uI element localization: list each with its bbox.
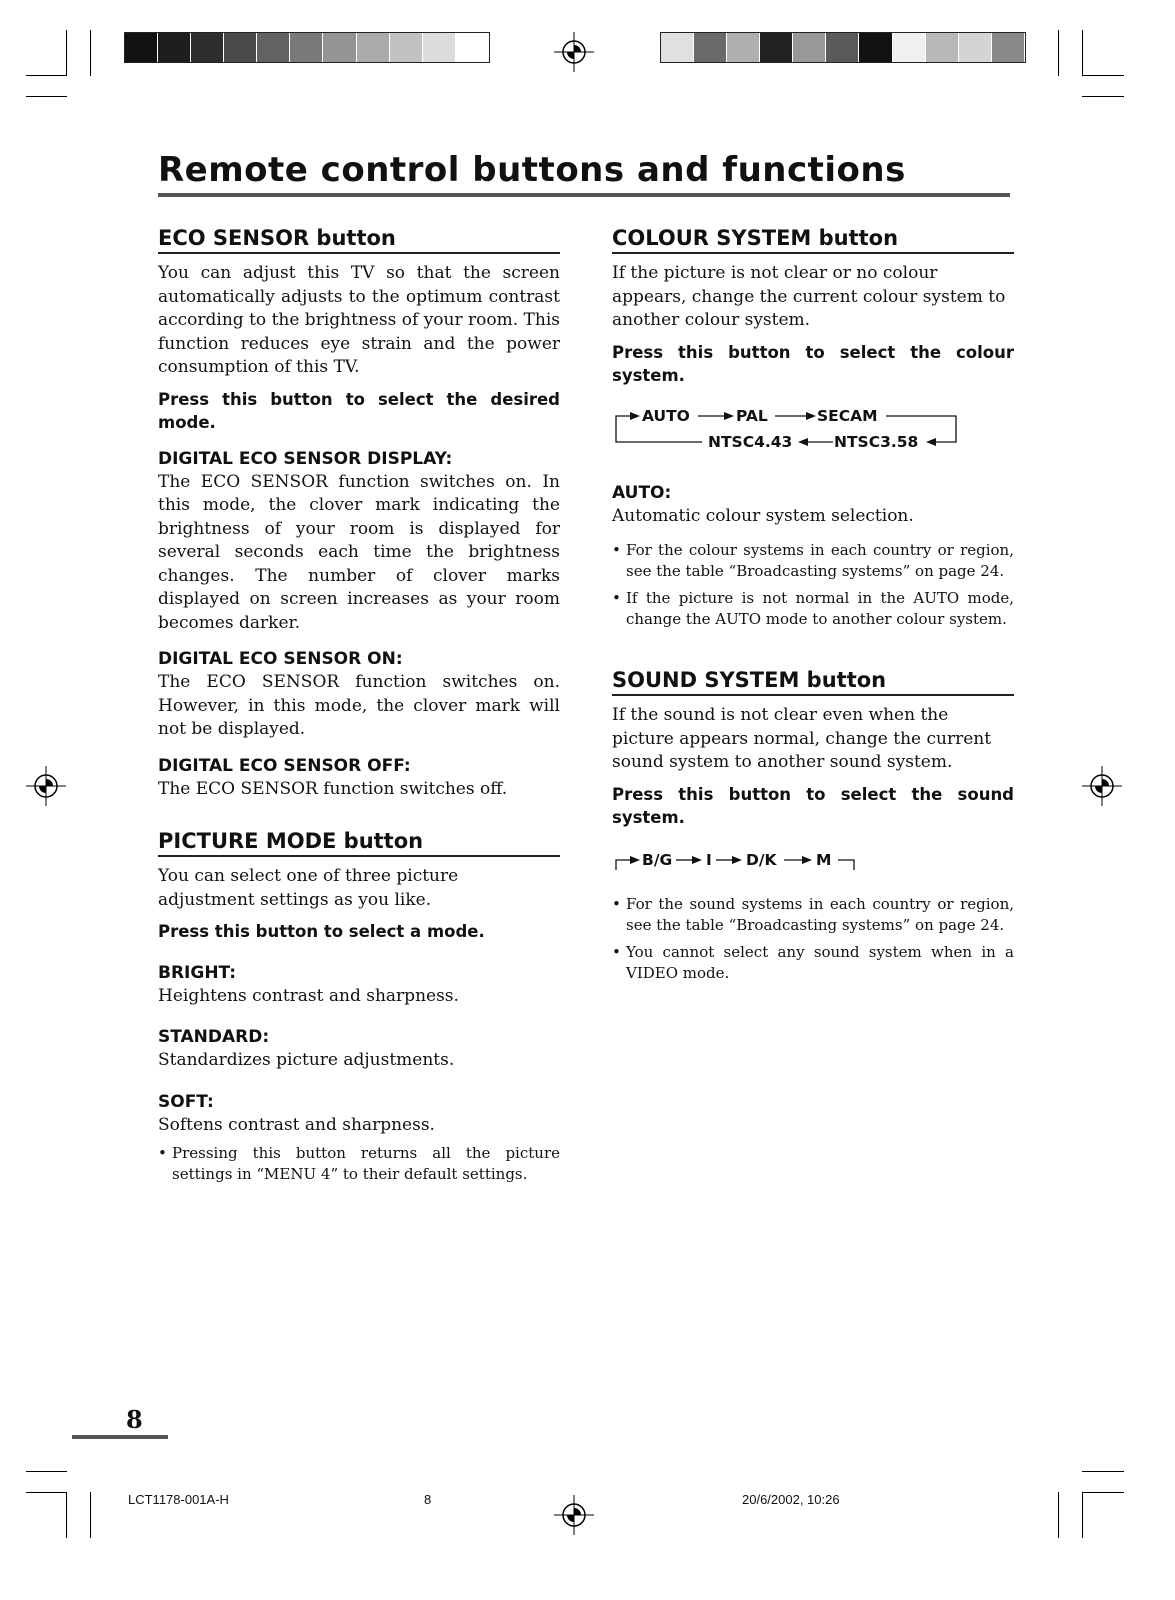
note-text: You cannot select any sound system when in a VIDEO mode. [626,942,1014,982]
color-swatch [694,33,727,62]
color-swatch [390,33,423,62]
eco-sensor-intro: You can adjust this TV so that the screen automatically adjusts to the optimum contrast according to the brightness of your room. This function reduces eye strain and the power consumption of this TV. [158,263,560,377]
eco-mode-text: The ECO SENSOR function switches on. However, in this mode, the clover mark will not be displayed. [158,672,560,739]
colour-auto [612,482,1014,529]
sound-option-dk: D/K [746,850,777,869]
crop-mark [26,75,67,76]
picture-mode-bright [158,962,560,1009]
crop-mark [90,30,91,76]
picture-mode-note [158,1143,560,1185]
crop-mark [1082,1492,1124,1493]
crop-mark [1058,1492,1059,1538]
crop-mark [26,1492,67,1493]
sound-cycle-diagram [612,848,1014,882]
registration-mark-icon [554,32,594,72]
sound-system-instruction: Press this button to select the sound system. [612,784,1014,827]
bullet-icon: • [612,589,621,607]
crop-mark [1082,96,1124,97]
colour-option-pal: PAL [736,406,768,425]
title-rule [158,193,1010,197]
picture-mode-text: Softens contrast and sharpness. [158,1114,435,1135]
color-bar-right [660,32,1026,63]
sound-system-intro: If the sound is not clear even when the picture appears normal, change the current sound system to another sound system. [612,705,992,772]
picture-mode-text: Standardizes picture adjustments. [158,1050,455,1070]
page-number-rule [72,1435,168,1439]
eco-mode-label: DIGITAL ECO SENSOR ON: [158,649,403,669]
eco-mode-on [158,648,560,742]
bullet-icon: • [612,894,621,913]
note-text: Pressing this button returns all the picture settings in “MENU 4” to their default settings. [172,1144,560,1183]
eco-sensor-instruction: Press this button to select the desired mode. [158,389,560,432]
registration-mark-icon [26,766,66,806]
color-swatch [959,33,992,62]
footer-date: 20/6/2002, 10:26 [742,1492,840,1507]
crop-mark [1082,1471,1124,1472]
color-swatch [760,33,793,62]
footer-doc-code: LCT1178-001A-H [128,1492,229,1507]
color-swatch [257,33,290,62]
page-number: 8 [126,1405,143,1434]
sound-system-heading: SOUND SYSTEM button [612,668,1014,696]
color-swatch [125,33,158,62]
colour-option-ntsc443: NTSC4.43 [708,432,793,451]
sound-note [612,942,1014,984]
color-swatch [661,33,694,62]
color-swatch [224,33,257,62]
bullet-icon: • [612,942,621,961]
colour-note [612,588,1014,630]
eco-mode-off [158,755,560,802]
colour-option-auto: AUTO [642,406,690,425]
note-text: If the picture is not normal in the AUTO mode, change the AUTO mode to another colour system. [626,589,1014,628]
color-swatch [926,33,959,62]
color-swatch [423,33,456,62]
bullet-icon: • [612,541,621,559]
picture-mode-standard [158,1026,560,1073]
registration-mark-icon [1082,766,1122,806]
footer-page: 8 [424,1492,432,1507]
colour-auto-label: AUTO: [612,482,672,503]
color-swatch [893,33,926,62]
bullet-icon: • [158,1144,167,1162]
color-swatch [323,33,356,62]
color-swatch [191,33,224,62]
picture-mode-instruction: Press this button to select a mode. [158,922,485,941]
sound-cycle-arrows [612,848,1014,882]
color-swatch [826,33,859,62]
crop-mark [1082,1492,1083,1538]
picture-mode-soft [158,1091,560,1138]
crop-mark [1082,30,1083,76]
picture-mode-heading: PICTURE MODE button [158,829,560,857]
sound-option-bg: B/G [642,850,673,869]
color-bar-left [124,32,490,63]
crop-mark [66,1492,67,1538]
color-swatch [793,33,826,62]
color-swatch [456,33,489,62]
crop-mark [90,1492,91,1538]
sound-note [612,894,1014,936]
colour-note [612,540,1014,582]
crop-mark [26,96,67,97]
sound-option-m: M [816,850,832,869]
crop-mark [66,30,67,76]
colour-option-secam: SECAM [817,406,878,425]
crop-mark [1058,30,1059,76]
sound-option-i: I [706,850,712,869]
crop-mark [1082,75,1124,76]
eco-mode-display [158,448,560,636]
color-swatch [290,33,323,62]
eco-mode-text: The ECO SENSOR function switches on. In this mode, the clover mark indicating the brightness of your room is displayed for several seconds each time the brightness changes. The number of clover marks displayed on screen increases as your room becomes darker. [158,471,560,633]
picture-mode-intro: You can select one of three picture adjustment settings as you like. [158,866,459,910]
colour-system-section [612,226,1014,630]
picture-mode-section [158,829,560,1185]
right-column [612,226,1014,984]
note-text: For the colour systems in each country or region, see the table “Broadcasting systems” on page 24. [626,541,1014,580]
colour-cycle-diagram [612,406,1014,468]
picture-mode-label: STANDARD: [158,1027,270,1047]
colour-system-instruction: Press this button to select the colour system. [612,342,1014,385]
color-swatch [727,33,760,62]
color-swatch [859,33,892,62]
eco-mode-label: DIGITAL ECO SENSOR OFF: [158,755,411,776]
left-column [158,226,560,1185]
colour-system-heading: COLOUR SYSTEM button [612,226,1014,254]
color-swatch [158,33,191,62]
eco-mode-text: The ECO SENSOR function switches off. [158,778,508,799]
color-swatch [357,33,390,62]
note-text: For the sound systems in each country or region, see the table “Broadcasting systems” on page 24. [626,894,1014,934]
color-swatch [992,33,1025,62]
registration-mark-icon [554,1495,594,1535]
colour-option-ntsc358: NTSC3.58 [834,432,919,451]
eco-mode-label: DIGITAL ECO SENSOR DISPLAY: [158,448,453,469]
picture-mode-label: BRIGHT: [158,962,237,983]
eco-sensor-heading: ECO SENSOR button [158,226,560,254]
picture-mode-text: Heightens contrast and sharpness. [158,985,459,1006]
picture-mode-label: SOFT: [158,1091,214,1112]
colour-system-intro: If the picture is not clear or no colour appears, change the current colour system to another colour system. [612,263,1006,330]
crop-mark [26,1471,67,1472]
eco-sensor-section [158,226,560,801]
sound-system-section [612,668,1014,984]
page-title: Remote control buttons and functions [158,150,906,190]
colour-auto-text: Automatic colour system selection. [612,505,914,526]
